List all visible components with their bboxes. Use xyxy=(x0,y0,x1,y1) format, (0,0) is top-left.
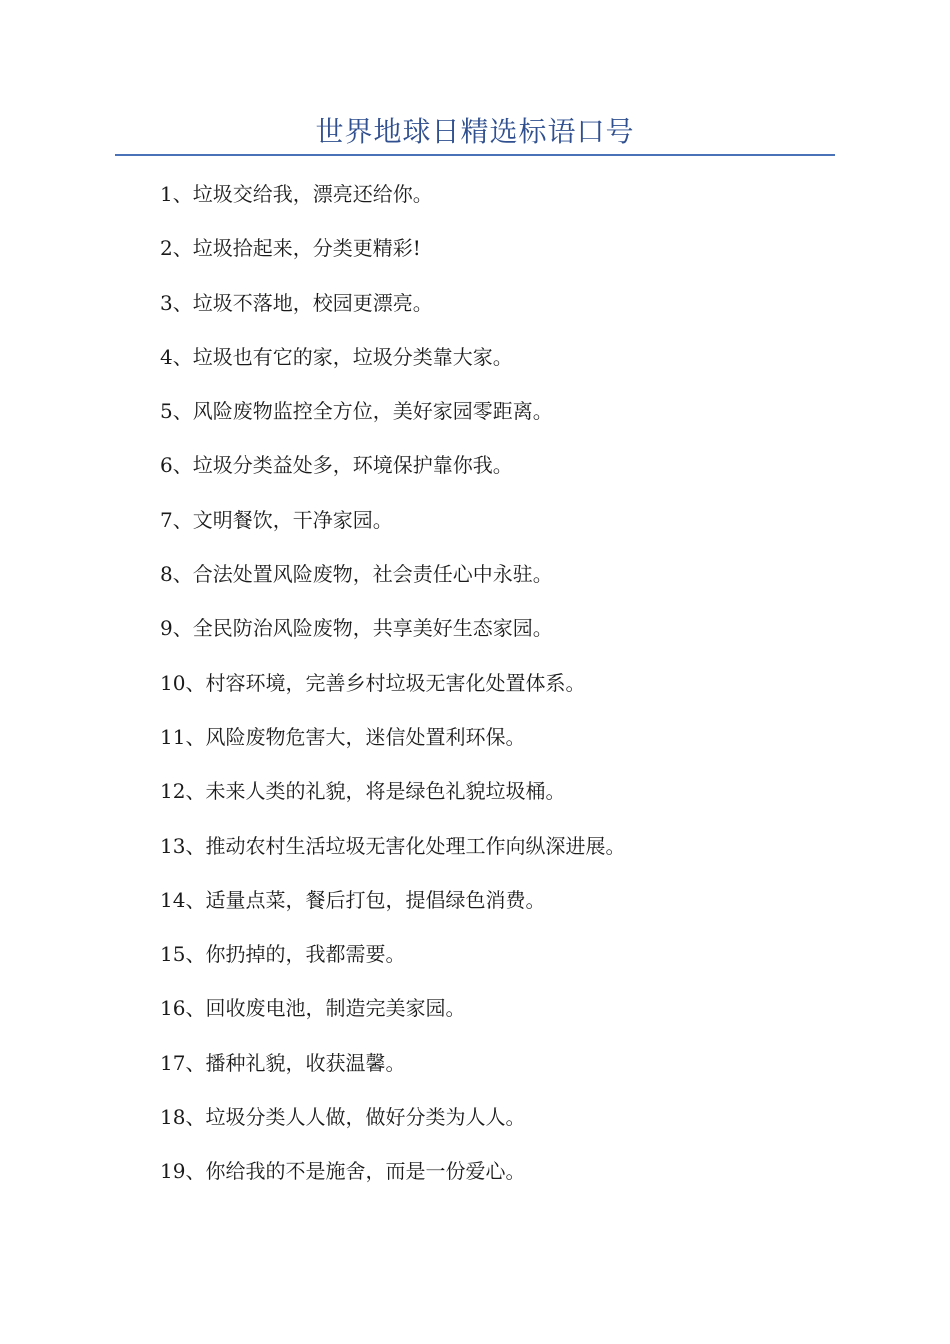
list-item: 8、合法处置风险废物，社会责任心中永驻。 xyxy=(160,562,553,587)
list-item: 4、垃圾也有它的家，垃圾分类靠大家。 xyxy=(160,344,513,369)
list-item: 15、你扔掉的，我都需要。 xyxy=(160,942,406,967)
list-item: 10、村容环境，完善乡村垃圾无害化处置体系。 xyxy=(160,670,586,695)
list-item: 12、未来人类的礼貌，将是绿色礼貌垃圾桶。 xyxy=(160,779,566,804)
list-item: 9、全民防治风险废物，共享美好生态家园。 xyxy=(160,616,553,641)
page-title: 世界地球日精选标语口号 xyxy=(315,115,635,148)
list-item: 5、风险废物监控全方位，美好家园零距离。 xyxy=(160,399,553,424)
list-item: 1、垃圾交给我，漂亮还给你。 xyxy=(160,182,433,206)
list-item: 3、垃圾不落地，校园更漂亮。 xyxy=(160,290,433,315)
list-item: 7、文明餐饮，干净家园。 xyxy=(160,507,393,532)
list-item: 6、垃圾分类益处多，环境保护靠你我。 xyxy=(160,453,513,478)
list-item: 16、回收废电池，制造完美家园。 xyxy=(160,996,466,1021)
list-item: 18、垃圾分类人人做，做好分类为人人。 xyxy=(160,1105,526,1130)
list-item: 17、播种礼貌，收获温馨。 xyxy=(160,1050,406,1075)
slogan-list xyxy=(160,176,840,1208)
list-item: 11、风险废物危害大，迷信处置利环保。 xyxy=(160,724,526,749)
list-item: 2、垃圾拾起来，分类更精彩! xyxy=(160,236,421,261)
list-item: 13、推动农村生活垃圾无害化处理工作向纵深进展。 xyxy=(160,833,626,858)
title-underline xyxy=(115,154,835,156)
list-item: 14、适量点菜，餐后打包，提倡绿色消费。 xyxy=(160,887,546,912)
list-item: 19、你给我的不是施舍，而是一份爱心。 xyxy=(160,1159,526,1184)
